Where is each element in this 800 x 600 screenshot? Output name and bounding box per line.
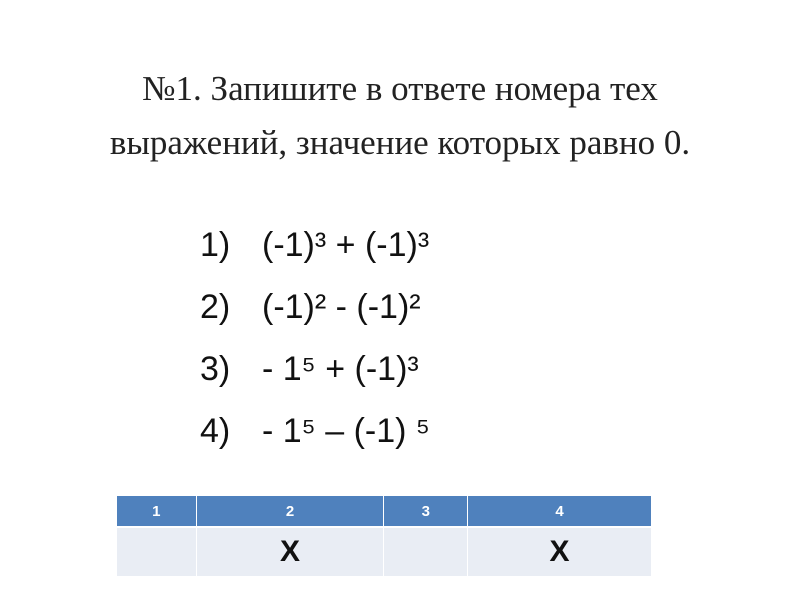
answer-cell-3	[384, 527, 468, 576]
task-title-line-1: №1. Запишите в ответе номера тех	[142, 69, 658, 108]
expression-number: 2)	[200, 288, 231, 326]
answer-table-header-row	[117, 496, 651, 527]
expression-text: (-1)³ + (-1)³	[262, 226, 430, 264]
expression-text: - 1⁵ – (-1) ⁵	[262, 412, 430, 450]
answer-table-row	[117, 527, 651, 576]
expression-text: (-1)² - (-1)²	[262, 288, 421, 326]
answer-cell-4: X	[468, 527, 651, 576]
expression-number: 3)	[200, 350, 231, 388]
answer-cell-2: X	[196, 527, 384, 576]
expression-text: - 1⁵ + (-1)³	[262, 350, 419, 388]
answer-cell-1	[117, 527, 196, 576]
answer-table	[117, 496, 651, 576]
task-title	[40, 62, 760, 170]
expression-item-4	[200, 404, 430, 466]
expression-number: 4)	[200, 412, 231, 450]
expression-number: 1)	[200, 226, 231, 264]
task-title-line-2: выражений, значение которых равно 0.	[109, 123, 691, 162]
expression-item-1	[200, 218, 430, 280]
expression-item-2	[200, 280, 430, 342]
expression-list	[200, 218, 430, 466]
expression-item-3	[200, 342, 430, 404]
answer-header-3: 3	[384, 496, 468, 527]
answer-header-4: 4	[468, 496, 651, 527]
answer-header-1: 1	[117, 496, 196, 527]
answer-header-2: 2	[196, 496, 384, 527]
